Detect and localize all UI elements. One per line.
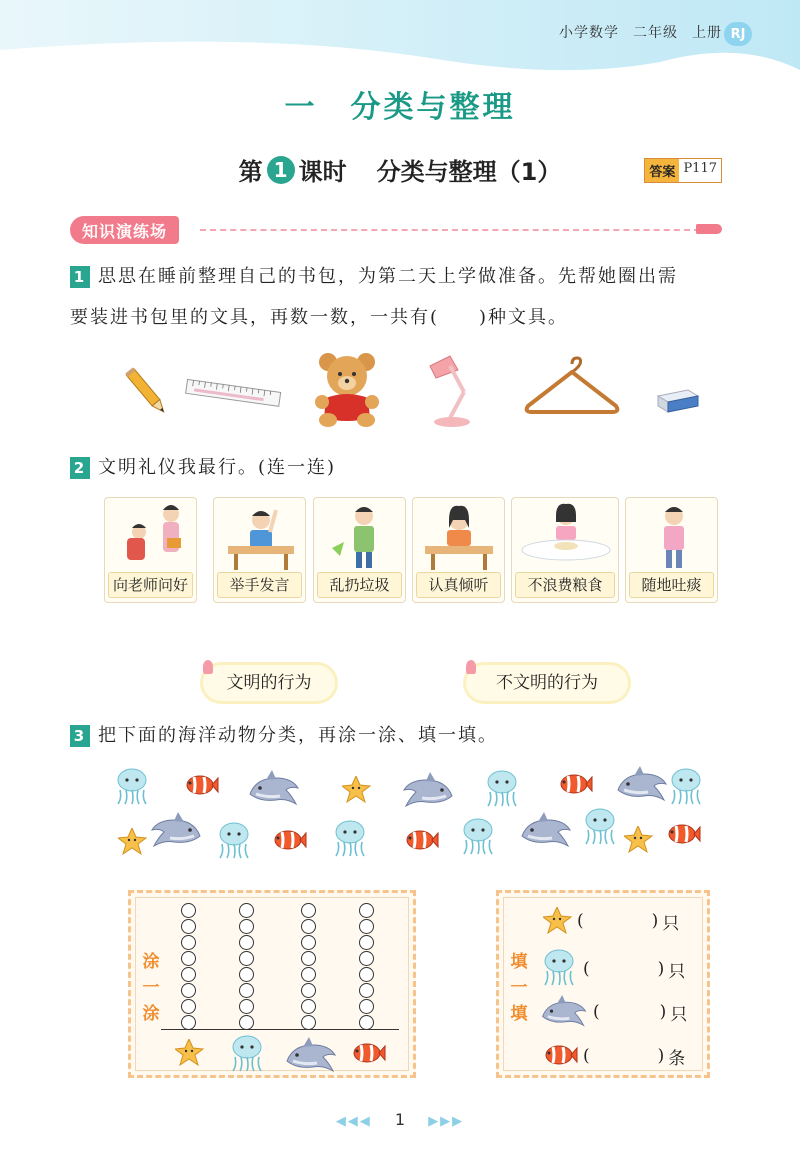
answer-label: 答案 xyxy=(645,159,679,182)
eraser-icon[interactable] xyxy=(654,384,700,416)
card-label: 认真倾听 xyxy=(416,572,501,598)
paint-circle[interactable] xyxy=(359,1015,374,1030)
question-3 xyxy=(70,716,498,756)
greet-teacher-illustration xyxy=(105,498,197,574)
paren-open: ( xyxy=(577,911,584,931)
starfish-icon xyxy=(342,776,372,804)
desk-lamp-icon[interactable] xyxy=(424,352,480,428)
dolphin-icon xyxy=(539,993,589,1031)
paint-circle[interactable] xyxy=(181,1015,196,1030)
label-char: 一 xyxy=(510,978,528,998)
subject: 小学数学 xyxy=(559,25,619,41)
starfish-icon xyxy=(543,907,573,935)
label-char: 一 xyxy=(142,978,160,998)
paren-open: ( xyxy=(583,1046,590,1066)
page-footer xyxy=(0,1110,800,1129)
paint-circle[interactable] xyxy=(239,1015,254,1030)
jellyfish-icon xyxy=(116,768,152,808)
question-1 xyxy=(70,257,678,297)
fill-row-jellyfish xyxy=(543,949,685,989)
question-number: 1 xyxy=(70,266,90,288)
fill-row-starfish xyxy=(543,907,679,935)
paint-circle[interactable] xyxy=(181,967,196,982)
littering-illustration xyxy=(314,498,406,574)
bad-behavior-target[interactable]: 不文明的行为 xyxy=(466,665,628,701)
paren-close: ) xyxy=(657,1046,665,1066)
dolphin-icon xyxy=(614,766,670,804)
flower-icon xyxy=(203,660,213,674)
jellyfish-icon xyxy=(231,1035,267,1075)
jellyfish-icon xyxy=(218,822,254,862)
book-meta xyxy=(559,22,722,42)
paint-circle[interactable] xyxy=(359,983,374,998)
clownfish-icon xyxy=(351,1041,387,1067)
paint-circle[interactable] xyxy=(239,967,254,982)
starfish-icon xyxy=(118,828,148,856)
label-char: 填 xyxy=(510,1004,528,1024)
fill-count-box xyxy=(496,890,710,1078)
circle-column-clownfish xyxy=(359,903,375,1031)
paint-circle[interactable] xyxy=(239,935,254,950)
paint-circle[interactable] xyxy=(359,903,374,918)
label-char: 填 xyxy=(510,952,528,972)
clownfish-icon xyxy=(184,773,220,799)
paint-circle[interactable] xyxy=(359,919,374,934)
paint-circle[interactable] xyxy=(301,903,316,918)
unit-title: 一 分类与整理 xyxy=(284,90,516,125)
clownfish-icon xyxy=(404,828,440,854)
paint-circle[interactable] xyxy=(181,903,196,918)
card-label: 不浪费粮食 xyxy=(515,572,615,598)
circle-column-starfish xyxy=(181,903,197,1031)
clownfish-icon xyxy=(543,1043,579,1069)
paint-circle[interactable] xyxy=(239,951,254,966)
header-wave xyxy=(0,0,800,90)
behavior-card-greet-teacher[interactable] xyxy=(104,497,197,603)
dolphin-icon xyxy=(283,1037,339,1075)
pen-icon xyxy=(696,224,722,234)
hanger-icon[interactable] xyxy=(522,356,622,418)
question-2 xyxy=(70,448,336,488)
paint-circle[interactable] xyxy=(301,919,316,934)
jellyfish-icon xyxy=(462,818,498,858)
paint-circle[interactable] xyxy=(301,983,316,998)
card-label: 随地吐痰 xyxy=(629,572,714,598)
paint-circle[interactable] xyxy=(301,967,316,982)
raise-hand-illustration xyxy=(214,498,306,574)
paint-chart-box xyxy=(128,890,416,1078)
paint-circle[interactable] xyxy=(359,951,374,966)
label-char: 涂 xyxy=(142,1004,160,1024)
paint-label xyxy=(139,949,163,1027)
lesson-suffix: 课时 xyxy=(298,158,347,186)
paren-open: ( xyxy=(593,1002,600,1022)
card-label: 向老师问好 xyxy=(108,572,193,598)
section-tab: 知识演练场 xyxy=(70,216,179,244)
card-label: 乱扔垃圾 xyxy=(317,572,402,598)
lesson-prefix: 第 xyxy=(238,158,263,186)
paint-circle[interactable] xyxy=(181,919,196,934)
question-number: 3 xyxy=(70,725,90,747)
paint-circle[interactable] xyxy=(239,919,254,934)
paint-circle[interactable] xyxy=(239,983,254,998)
chart-baseline xyxy=(161,1029,399,1030)
circle-column-dolphin xyxy=(301,903,317,1031)
clownfish-icon xyxy=(558,772,594,798)
jellyfish-icon xyxy=(543,949,579,989)
unit: 只 xyxy=(670,1004,688,1025)
question-text: 思思在睡前整理自己的书包，为第二天上学做准备。先帮她圈出需 xyxy=(98,266,678,287)
paint-circle[interactable] xyxy=(181,983,196,998)
jellyfish-icon xyxy=(670,768,706,808)
dolphin-icon xyxy=(246,770,302,808)
clownfish-icon xyxy=(666,822,702,848)
behavior-card-no-waste[interactable] xyxy=(511,497,619,603)
ruler-icon[interactable] xyxy=(184,374,284,414)
fill-label xyxy=(507,949,531,1027)
behavior-card-listen[interactable] xyxy=(412,497,505,603)
paint-circle[interactable] xyxy=(359,967,374,982)
circle-column-jellyfish xyxy=(239,903,255,1031)
paint-circle[interactable] xyxy=(239,903,254,918)
starfish-icon xyxy=(624,826,654,854)
clownfish-icon xyxy=(272,828,308,854)
fill-row-dolphin xyxy=(539,993,687,1031)
behavior-card-spitting[interactable] xyxy=(625,497,718,603)
question-number: 2 xyxy=(70,457,90,479)
teddy-bear-icon[interactable] xyxy=(314,350,380,428)
card-label: 举手发言 xyxy=(217,572,302,598)
starfish-icon xyxy=(175,1039,205,1067)
spitting-illustration xyxy=(626,498,718,574)
behavior-card-littering[interactable] xyxy=(313,497,406,603)
paint-circle[interactable] xyxy=(181,999,196,1014)
behavior-card-raise-hand[interactable] xyxy=(213,497,306,603)
unit: 只 xyxy=(662,913,680,934)
unit: 条 xyxy=(668,1048,686,1069)
paint-circle[interactable] xyxy=(301,1015,316,1030)
paren-close: ) xyxy=(659,1002,667,1022)
question-1-line2 xyxy=(70,298,568,338)
paint-circle[interactable] xyxy=(181,935,196,950)
flower-icon xyxy=(466,660,476,674)
jellyfish-icon xyxy=(334,820,370,860)
paren-open: ( xyxy=(583,959,590,979)
no-waste-illustration xyxy=(512,498,619,574)
paint-circle[interactable] xyxy=(301,951,316,966)
pencil-icon[interactable] xyxy=(124,364,170,420)
listen-illustration xyxy=(413,498,505,574)
answer-page: P117 xyxy=(683,161,717,176)
fill-row-clownfish xyxy=(543,1043,685,1069)
paint-circle[interactable] xyxy=(181,951,196,966)
dolphin-icon xyxy=(148,812,204,850)
question-text: 要装进书包里的文具，再数一数，一共有( )种文具。 xyxy=(70,307,569,328)
edition-badge: RJ xyxy=(724,22,752,46)
question-text: 文明礼仪我最行。(连一连) xyxy=(98,457,337,478)
lesson-name: 分类与整理（1） xyxy=(376,158,562,186)
paren-close: ) xyxy=(657,959,665,979)
term: 上册 xyxy=(692,25,722,41)
unit: 只 xyxy=(668,961,686,982)
paint-circle[interactable] xyxy=(301,935,316,950)
paint-circle[interactable] xyxy=(359,999,374,1014)
paint-circle[interactable] xyxy=(239,999,254,1014)
question-text: 把下面的海洋动物分类，再涂一涂、填一填。 xyxy=(98,725,498,746)
grade: 二年级 xyxy=(633,25,678,41)
right-arrows-icon: ▶▶▶ xyxy=(428,1114,465,1129)
dolphin-icon xyxy=(518,812,574,850)
left-arrows-icon: ◀◀◀ xyxy=(335,1114,372,1129)
section-divider xyxy=(200,229,700,231)
jellyfish-icon xyxy=(486,770,522,810)
paren-close: ) xyxy=(651,911,659,931)
paint-circle[interactable] xyxy=(359,935,374,950)
good-behavior-target[interactable]: 文明的行为 xyxy=(203,665,335,701)
paint-circle[interactable] xyxy=(301,999,316,1014)
jellyfish-icon xyxy=(584,808,620,848)
lesson-number: 1 xyxy=(267,156,295,184)
dolphin-icon xyxy=(400,772,456,810)
page-number: 1 xyxy=(394,1110,406,1129)
answer-reference xyxy=(644,158,722,183)
label-char: 涂 xyxy=(142,952,160,972)
